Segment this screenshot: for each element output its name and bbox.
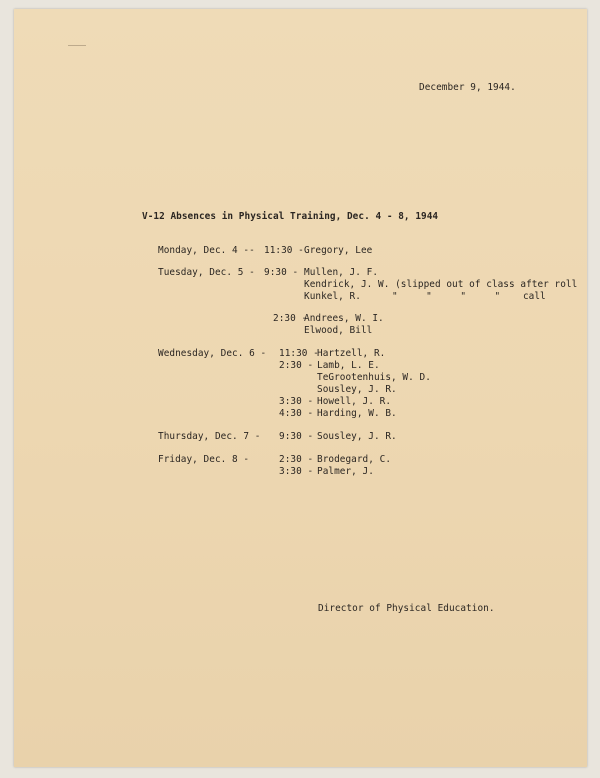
entry-time: 9:30 - xyxy=(264,267,299,278)
entry-name: Sousley, J. R. xyxy=(317,384,397,395)
entry-time: 2:30 - xyxy=(279,360,314,371)
paper-mark xyxy=(68,45,86,46)
entry-name: Gregory, Lee xyxy=(304,245,373,256)
entry-time: 2:30 - xyxy=(273,313,308,324)
entry-name: Howell, J. R. xyxy=(317,396,392,407)
entry-day: Thursday, Dec. 7 - xyxy=(158,431,261,442)
entry-name: Kunkel, R. xyxy=(304,291,361,302)
entry-day: Tuesday, Dec. 5 - xyxy=(158,267,255,278)
entry-name: Lamb, L. E. xyxy=(317,360,380,371)
document-title: V-12 Absences in Physical Training, Dec. 4 - 8, 1944 xyxy=(142,211,439,222)
entry-time: 3:30 - xyxy=(279,466,314,477)
entry-time: 4:30 - xyxy=(279,408,314,419)
entry-name: Mullen, J. F. xyxy=(304,267,379,278)
entry-name: Hartzell, R. xyxy=(317,348,386,359)
document-page xyxy=(14,9,587,767)
entry-name: TeGrootenhuis, W. D. xyxy=(317,372,431,383)
entry-time: 3:30 - xyxy=(279,396,314,407)
entry-name: Elwood, Bill xyxy=(304,325,373,336)
entry-name: Palmer, J. xyxy=(317,466,374,477)
entry-name: Kendrick, J. W. (slipped out of class after roll xyxy=(304,279,578,290)
entry-time: 11:30 - xyxy=(279,348,319,359)
entry-day: Friday, Dec. 8 - xyxy=(158,454,250,465)
document-date: December 9, 1944. xyxy=(419,82,516,93)
entry-day: Wednesday, Dec. 6 - xyxy=(158,348,267,359)
entry-time: 9:30 - xyxy=(279,431,314,442)
signature-line: Director of Physical Education. xyxy=(318,603,495,614)
entry-name: Andrees, W. I. xyxy=(304,313,384,324)
entry-name: Harding, W. B. xyxy=(317,408,397,419)
entry-name: Sousley, J. R. xyxy=(317,431,397,442)
entry-time: 11:30 - xyxy=(264,245,304,256)
entry-note: " " " " call xyxy=(392,291,546,302)
entry-day: Monday, Dec. 4 -- xyxy=(158,245,255,256)
entry-name: Brodegard, C. xyxy=(317,454,392,465)
entry-time: 2:30 - xyxy=(279,454,314,465)
